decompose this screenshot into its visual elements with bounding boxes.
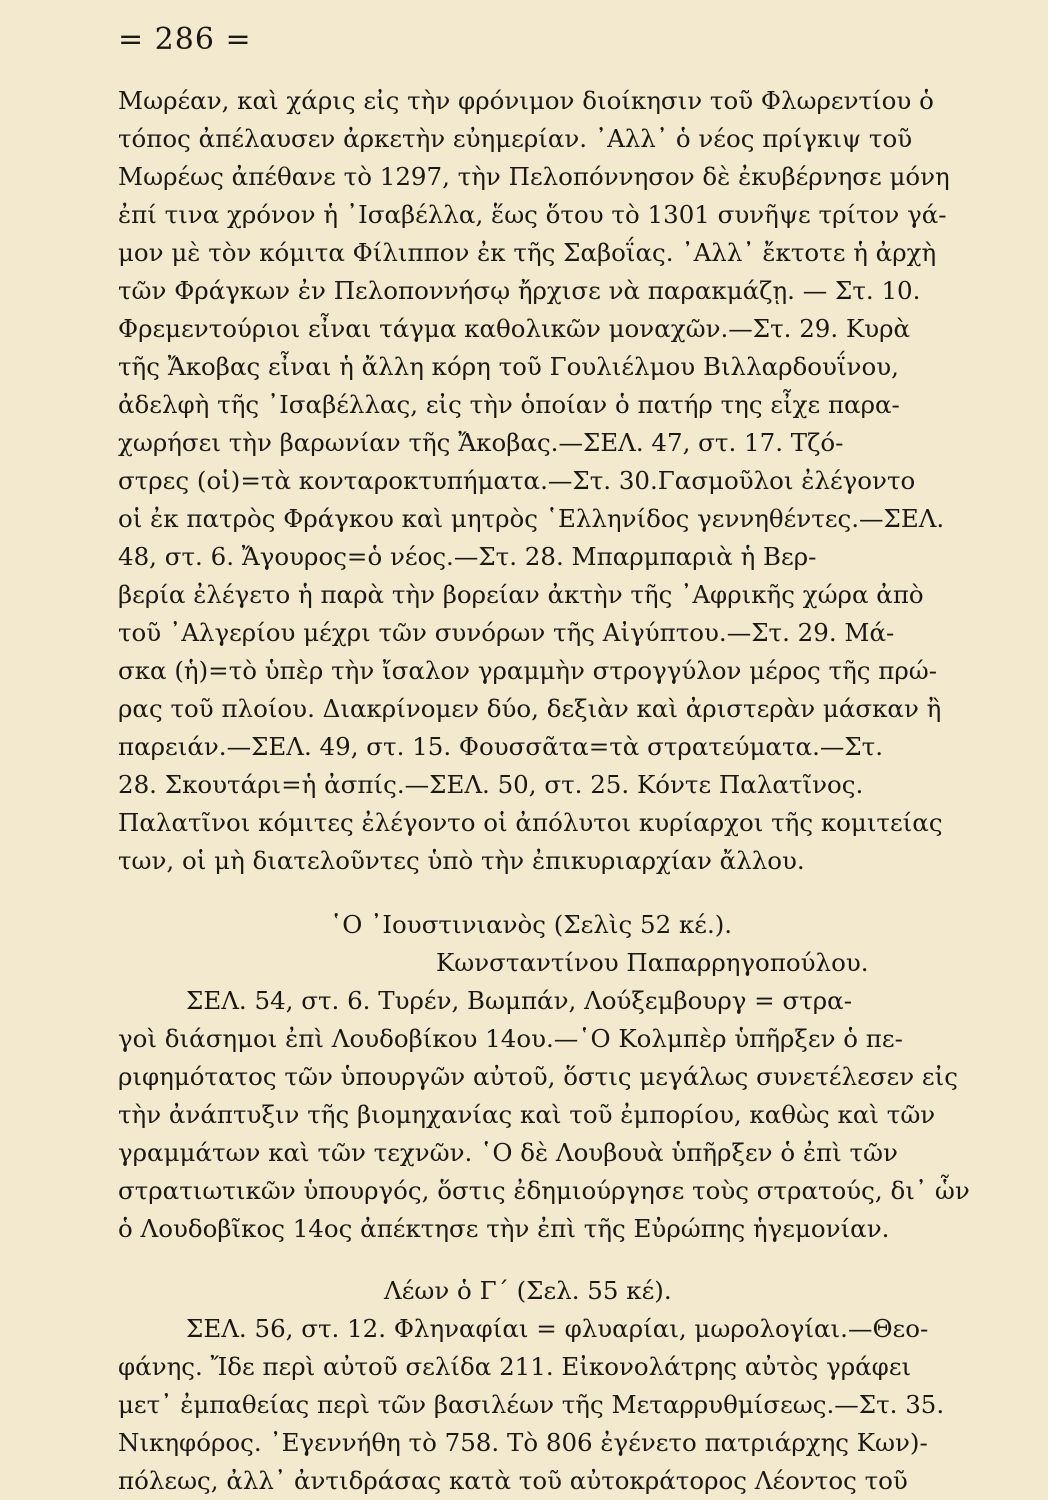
- text-line: πόλεως, ἀλλ᾽ ἀντιδράσας κατὰ τοῦ αὐτοκράτορος Λέοντος τοῦ: [118, 1466, 908, 1495]
- text-line: σκα (ἡ)=τὸ ὑπὲρ τὴν ἴσαλον γραμμὴν στρογγύλον μέρος τῆς πρώ-: [118, 656, 938, 685]
- text-line: ριφημότατος τῶν ὑπουργῶν αὐτοῦ, ὅστις μεγάλως συνετέλεσεν εἰς: [118, 1062, 958, 1091]
- text-line: στρες (οἱ)=τὰ κονταροκτυπήματα.—Στ. 30.Γασμοῦλοι ἐλέγοντο: [118, 466, 916, 495]
- text-line: 28. Σκουτάρι=ἡ ἀσπίς.—ΣΕΛ. 50, στ. 25. Κόντε Παλατῖνος.: [118, 770, 864, 799]
- text-line: τῆς Ἄκοβας εἶναι ἡ ἄλλη κόρη τοῦ Γουλιέλμου Βιλλαρδουΐνου,: [118, 352, 899, 381]
- text-line: ὁ Λουδοβῖκος 14ος ἀπέκτησε τὴν ἐπὶ τῆς Εὐρώπης ἡγεμονίαν.: [118, 1214, 890, 1243]
- text-line: οἱ ἐκ πατρὸς Φράγκου καὶ μητρὸς ῾Ελληνίδος γεννηθέντες.—ΣΕΛ.: [118, 504, 945, 533]
- text-line: Μωρέαν, καὶ χάρις εἰς τὴν φρόνιμον διοίκησιν τοῦ Φλωρεντίου ὁ: [118, 86, 934, 115]
- text-line: 48, στ. 6. Ἄγουρος=ὁ νέος.—Στ. 28. Μπαρμπαριὰ ἡ Βερ-: [118, 542, 817, 571]
- text-line: ρας τοῦ πλοίου. Διακρίνομεν δύο, δεξιὰν καὶ ἀριστερὰν μάσκαν ἢ: [118, 694, 942, 723]
- page-number: = 286 =: [118, 22, 252, 57]
- text-line: τόπος ἀπέλαυσεν ἀρκετὴν εὐημερίαν. ᾿Αλλ᾽ ὁ νέος πρίγκιψ τοῦ: [118, 124, 913, 153]
- text-line: ἐπί τινα χρόνον ἡ ᾿Ισαβέλλα, ἕως ὅτου τὸ 1301 συνῆψε τρίτον γά-: [118, 200, 947, 229]
- text-line: Παλατῖνοι κόμιτες ἐλέγοντο οἱ ἀπόλυτοι κυρίαρχοι τῆς κομιτείας: [118, 808, 943, 837]
- text-line: ΣΕΛ. 56, στ. 12. Φληναφίαι = φλυαρίαι, μωρολογίαι.—Θεο-: [186, 1314, 929, 1343]
- text-line: γοὶ διάσημοι ἐπὶ Λουδοβίκου 14ου.—῾Ο Κολμπὲρ ὑπῆρξεν ὁ πε-: [118, 1024, 903, 1053]
- text-line: τοῦ ᾿Αλγερίου μέχρι τῶν συνόρων τῆς Αἰγύπτου.—Στ. 29. Μά-: [118, 618, 895, 647]
- text-line: ΣΕΛ. 54, στ. 6. Τυρέν, Βωμπάν, Λούξεμβουργ = στρα-: [186, 986, 852, 1015]
- section-heading: ῾Ο ᾿Ιουστινιανὸς (Σελὶς 52 κέ.).: [330, 910, 733, 939]
- text-line: τῶν Φράγκων ἐν Πελοποννήσῳ ἤρχισε νὰ παρακμάζῃ. — Στ. 10.: [118, 276, 921, 305]
- text-line: βερία ἐλέγετο ἡ παρὰ τὴν βορείαν ἀκτὴν τῆς ᾿Αφρικῆς χώρα ἀπὸ: [118, 580, 924, 609]
- text-line: ἀδελφὴ τῆς ᾿Ισαβέλλας, εἰς τὴν ὁποίαν ὁ πατήρ της εἶχε παρα-: [118, 390, 900, 419]
- text-line: στρατιωτικῶν ὑπουργός, ὅστις ἐδημιούργησε τοὺς στρατούς, δι᾽ ὧν: [118, 1176, 970, 1205]
- text-line: φάνης. Ἴδε περὶ αὐτοῦ σελίδα 211. Εἰκονολάτρης αὐτὸς γράφει: [118, 1352, 912, 1381]
- text-line: τὴν ἀνάπτυξιν τῆς βιομηχανίας καὶ τοῦ ἐμπορίου, καθὼς καὶ τῶν: [118, 1100, 936, 1129]
- text-line: μετ᾽ ἐμπαθείας περὶ τῶν βασιλέων τῆς Μεταρρυθμίσεως.—Στ. 35.: [118, 1390, 945, 1419]
- text-line: Νικηφόρος. ᾿Εγεννήθη τὸ 758. Τὸ 806 ἐγένετο πατριάρχης Κων)-: [118, 1428, 928, 1457]
- text-line: Φρεμεντούριοι εἶναι τάγμα καθολικῶν μοναχῶν.—Στ. 29. Κυρὰ: [118, 314, 911, 343]
- text-line: χωρήσει τὴν βαρωνίαν τῆς Ἄκοβας.—ΣΕΛ. 47, στ. 17. Τζό-: [118, 428, 844, 457]
- section-author: Κωνσταντίνου Παπαρρηγοπούλου.: [436, 948, 869, 977]
- text-line: μον μὲ τὸν κόμιτα Φίλιππον ἐκ τῆς Σαβοΐας. ᾿Αλλ᾽ ἔκτοτε ἡ ἀρχὴ: [118, 238, 937, 267]
- text-line: των, οἱ μὴ διατελοῦντες ὑπὸ τὴν ἐπικυριαρχίαν ἄλλου.: [118, 846, 805, 875]
- text-line: γραμμάτων καὶ τῶν τεχνῶν. ῾Ο δὲ Λουβουὰ ὑπῆρξεν ὁ ἐπὶ τῶν: [118, 1138, 898, 1167]
- text-line: Μωρέως ἀπέθανε τὸ 1297, τὴν Πελοπόννησον δὲ ἐκυβέρνησε μόνη: [118, 162, 950, 191]
- section-heading: Λέων ὁ Γ΄ (Σελ. 55 κέ).: [384, 1276, 672, 1305]
- text-line: παρειάν.—ΣΕΛ. 49, στ. 15. Φουσσᾶτα=τὰ στρατεύματα.—Στ.: [118, 732, 884, 761]
